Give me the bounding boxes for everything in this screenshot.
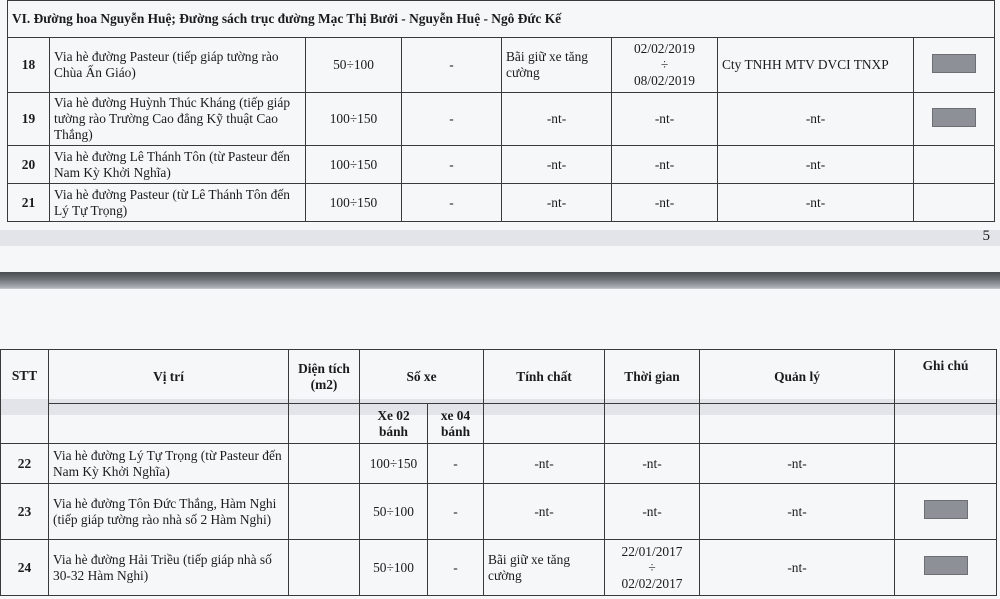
table-row <box>1 444 997 484</box>
remark-redaction-box <box>932 54 976 73</box>
blank-cell <box>49 404 289 444</box>
remark-cell <box>914 38 995 93</box>
nature-cell: Bãi giữ xe tăng cường <box>502 38 612 93</box>
table-row <box>8 184 995 222</box>
location-cell: Via hè đường Lê Thánh Tôn (từ Pasteur đến Nam Kỳ Khởi Nghĩa) <box>50 146 306 184</box>
header-location: Vị trí <box>49 350 289 404</box>
header-remark: Ghi chú <box>895 350 997 404</box>
nature-cell: -nt- <box>502 184 612 222</box>
header-manager: Quản lý <box>700 350 895 404</box>
time-cell: -nt- <box>605 484 700 540</box>
header-xe02: Xe 02 bánh <box>360 404 428 444</box>
xe04-cell: - <box>402 184 502 222</box>
header-vehicles: Số xe <box>360 350 484 404</box>
manager-cell: -nt- <box>718 184 914 222</box>
area-cell: 100÷150 <box>306 184 402 222</box>
remark-redaction-box <box>932 108 976 127</box>
document-page-top <box>0 0 1000 272</box>
time-cell: -nt- <box>612 93 718 146</box>
header-row <box>1 350 997 404</box>
manager-cell: -nt- <box>700 484 895 540</box>
area-cell: 100÷150 <box>360 444 428 484</box>
time-end: 08/02/2019 <box>633 73 695 88</box>
location-cell: Via hè đường Huỳnh Thúc Kháng (tiếp giáp tường rào Trường Cao đẳng Kỹ thuật Cao Thắng) <box>50 93 306 146</box>
area-cell: 100÷150 <box>306 93 402 146</box>
page-number: 5 <box>982 228 990 244</box>
header-xe04: xe 04 bánh <box>428 404 484 444</box>
table-row <box>8 38 995 93</box>
manager-cell: -nt- <box>718 146 914 184</box>
xe04-cell: - <box>428 540 484 596</box>
nature-cell: -nt- <box>502 146 612 184</box>
blank-cell <box>605 404 700 444</box>
section-title: VI. Đường hoa Nguyễn Huệ; Đường sách trục đường Mạc Thị Bưởi - Nguyễn Huệ - Ngô Đức Kế <box>8 1 995 38</box>
page-separator <box>0 272 1000 289</box>
blank-cell <box>289 444 360 484</box>
time-cell <box>605 540 700 596</box>
remark-cell <box>895 540 997 596</box>
remark-cell <box>895 444 997 484</box>
remark-cell <box>914 93 995 146</box>
table-row <box>8 93 995 146</box>
location-cell: Via hè đường Tôn Đức Thắng, Hàm Nghi (tiếp giáp tường rào nhà số 2 Hàm Nghi) <box>49 484 289 540</box>
nature-cell: Bãi giữ xe tăng cường <box>484 540 605 596</box>
section-title-row <box>8 1 995 38</box>
scan-band <box>0 230 1000 246</box>
time-cell: -nt- <box>612 184 718 222</box>
table-row <box>1 484 997 540</box>
blank-cell <box>289 540 360 596</box>
area-cell: 50÷100 <box>360 484 428 540</box>
location-cell: Via hè đường Lý Tự Trọng (từ Pasteur đến Nam Kỳ Khởi Nghĩa) <box>49 444 289 484</box>
xe04-cell: - <box>402 38 502 93</box>
remark-redaction-box <box>924 556 968 575</box>
header-stt: STT <box>1 350 49 444</box>
header-area: Diện tích (m2) <box>289 350 360 404</box>
remark-redaction-box <box>924 500 968 519</box>
manager-cell: -nt- <box>700 444 895 484</box>
blank-cell <box>700 404 895 444</box>
bottom-table <box>0 349 997 596</box>
top-table <box>7 0 995 222</box>
subheader-row <box>1 404 997 444</box>
time-cell: -nt- <box>612 146 718 184</box>
header-time: Thời gian <box>605 350 700 404</box>
time-cell <box>612 38 718 93</box>
stt-cell: 22 <box>1 444 49 484</box>
nature-cell: -nt- <box>484 484 605 540</box>
header-nature: Tính chất <box>484 350 605 404</box>
area-cell: 100÷150 <box>306 146 402 184</box>
stt-cell: 23 <box>1 484 49 540</box>
area-cell: 50÷100 <box>360 540 428 596</box>
location-cell: Via hè đường Pasteur (tiếp giáp tường rào Chùa Ấn Giáo) <box>50 38 306 93</box>
manager-cell: -nt- <box>700 540 895 596</box>
stt-cell: 21 <box>8 184 50 222</box>
xe04-cell: - <box>428 484 484 540</box>
blank-cell <box>289 404 360 444</box>
document-page-bottom <box>0 289 1000 599</box>
manager-cell: -nt- <box>718 93 914 146</box>
remark-cell <box>895 484 997 540</box>
time-start: 02/02/2019 <box>633 41 695 56</box>
time-separator: ÷ <box>660 57 669 72</box>
stt-cell: 24 <box>1 540 49 596</box>
remark-cell <box>914 184 995 222</box>
time-separator: ÷ <box>648 559 656 575</box>
xe04-cell: - <box>402 93 502 146</box>
stt-cell: 20 <box>8 146 50 184</box>
blank-cell <box>484 404 605 444</box>
manager-cell: Cty TNHH MTV DVCI TNXP <box>718 38 914 93</box>
location-cell: Via hè đường Pasteur (từ Lê Thánh Tôn đến Lý Tự Trọng) <box>50 184 306 222</box>
time-cell: -nt- <box>605 444 700 484</box>
time-end: 02/02/2017 <box>621 575 683 591</box>
xe04-cell: - <box>402 146 502 184</box>
location-cell: Via hè đường Hải Triều (tiếp giáp nhà số 30-32 Hàm Nghi) <box>49 540 289 596</box>
stt-cell: 19 <box>8 93 50 146</box>
table-row <box>1 540 997 596</box>
remark-cell <box>914 146 995 184</box>
area-cell: 50÷100 <box>306 38 402 93</box>
time-start: 22/01/2017 <box>621 543 683 559</box>
blank-cell <box>289 484 360 540</box>
xe04-cell: - <box>428 444 484 484</box>
nature-cell: -nt- <box>502 93 612 146</box>
blank-cell <box>895 404 997 444</box>
nature-cell: -nt- <box>484 444 605 484</box>
stt-cell: 18 <box>8 38 50 93</box>
table-row <box>8 146 995 184</box>
